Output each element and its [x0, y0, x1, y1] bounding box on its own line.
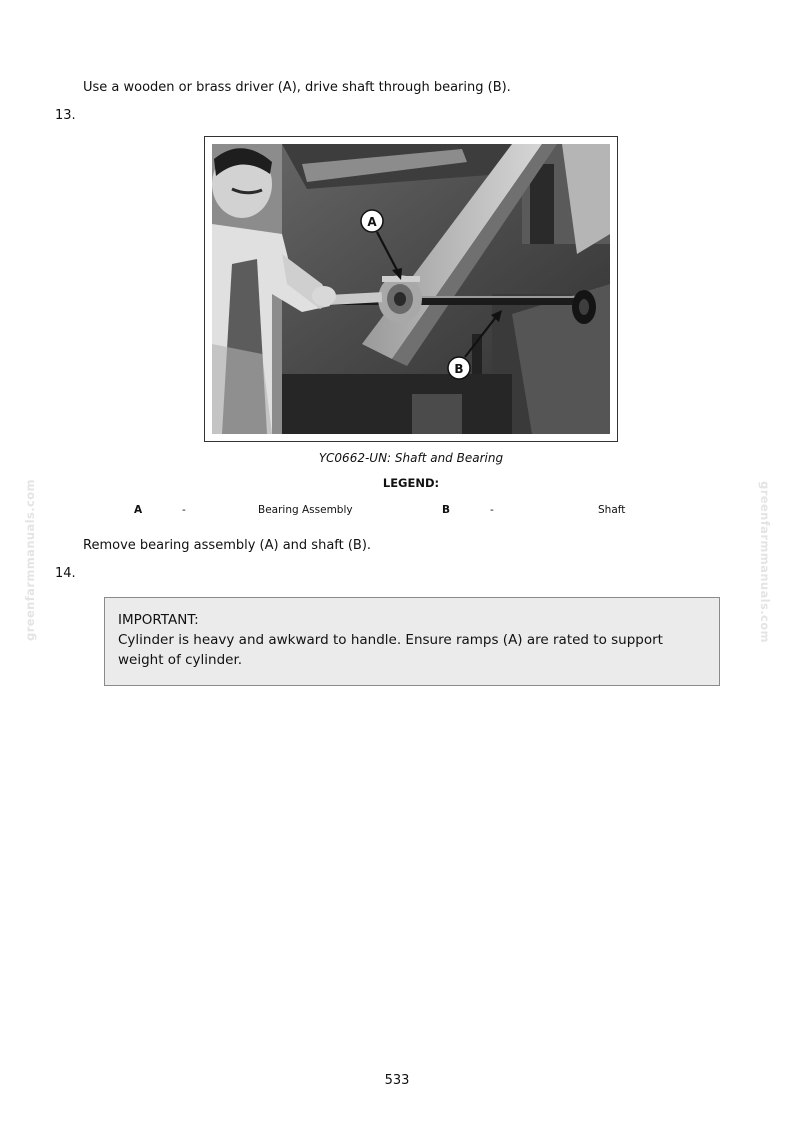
watermark-right: greenfarmmanuals.com: [758, 481, 772, 643]
step-14-number: 14.: [55, 566, 76, 581]
step-14-instruction: Remove bearing assembly (A) and shaft (B).: [83, 538, 372, 553]
step-13-number: 13.: [55, 108, 76, 123]
figure-caption: YC0662-UN: Shaft and Bearing: [318, 451, 504, 465]
legend-key-b: B: [442, 504, 451, 516]
legend-title: LEGEND:: [382, 476, 440, 490]
important-heading: IMPORTANT:: [118, 612, 199, 628]
legend-key-a: A: [134, 504, 143, 516]
callout-a-label: A: [367, 215, 377, 229]
shaft-bearing-photo: [212, 144, 610, 434]
important-notice: [104, 597, 720, 686]
legend-label-a: Bearing Assembly: [258, 504, 353, 516]
important-body: Cylinder is heavy and awkward to handle. Ensure ramps (A) are rated to support weight of cylinder.: [118, 632, 663, 668]
callout-b-label: B: [454, 362, 464, 376]
figure-frame: [204, 136, 618, 442]
page-number: 533: [384, 1073, 410, 1088]
legend-label-b: Shaft: [598, 504, 626, 516]
legend-dash-b: -: [490, 504, 494, 516]
legend-dash-a: -: [182, 504, 186, 516]
watermark-left: greenfarmmanuals.com: [23, 479, 37, 641]
step-13-instruction: Use a wooden or brass driver (A), drive shaft through bearing (B).: [83, 80, 511, 95]
